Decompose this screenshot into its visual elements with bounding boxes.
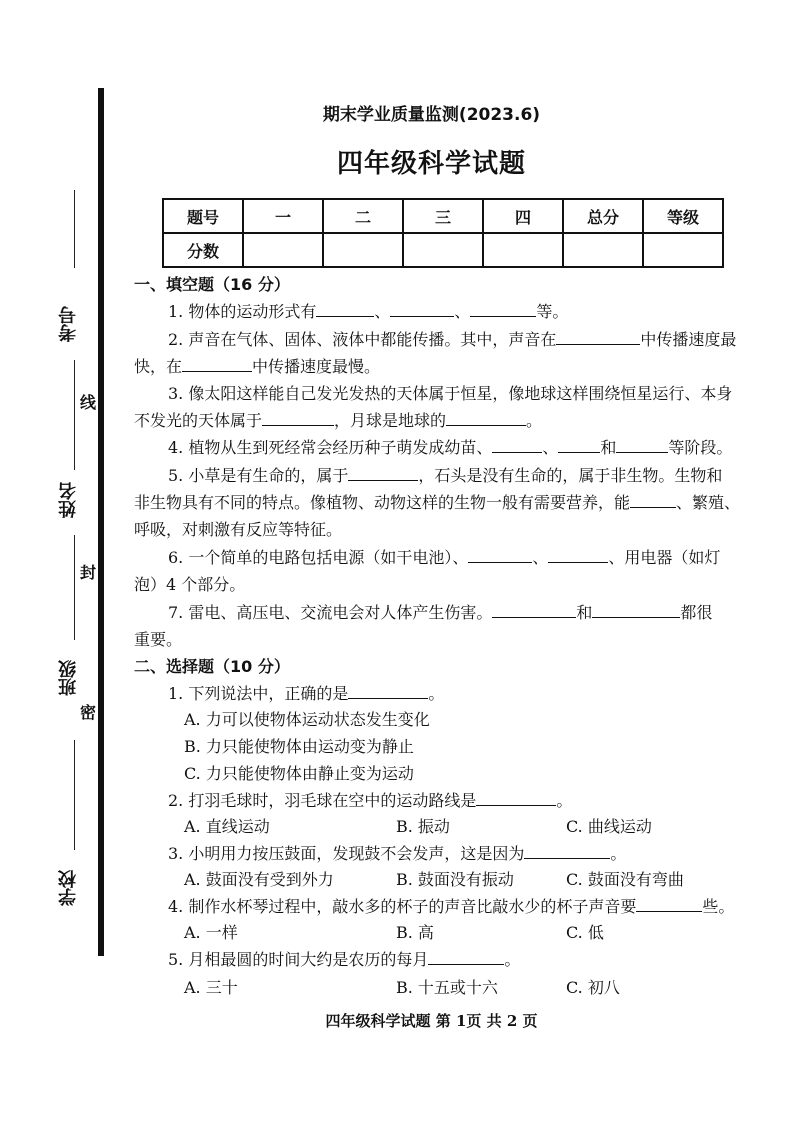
answer-blank[interactable] — [428, 950, 504, 965]
score-input-cell[interactable] — [323, 233, 403, 267]
table-cell: 总分 — [563, 199, 643, 233]
score-input-cell[interactable] — [643, 233, 723, 267]
answer-blank[interactable] — [182, 357, 252, 372]
answer-blank[interactable] — [390, 302, 454, 317]
exam-no-underline — [74, 190, 75, 268]
score-input-cell[interactable] — [243, 233, 323, 267]
seal-word: 封 — [80, 563, 97, 582]
answer-blank[interactable] — [616, 438, 668, 453]
choice-q3-option-a[interactable]: A. 鼓面没有受到外力 — [184, 870, 334, 889]
page-title: 四年级科学试题 — [336, 149, 526, 179]
fill-q6: 6. 一个简单的电路包括电源（如干电池）、 、 、用电器（如灯 — [168, 548, 721, 567]
score-table-header-row — [163, 199, 723, 233]
choice-q4-option-b[interactable]: B. 高 — [396, 923, 434, 942]
answer-blank[interactable] — [492, 438, 542, 453]
table-cell: 三 — [403, 199, 483, 233]
answer-blank[interactable] — [348, 466, 418, 481]
table-cell: 四 — [483, 199, 563, 233]
fill-q4: 4. 植物从生到死经常会经历种子萌发成幼苗、 、 和 等阶段。 — [168, 438, 733, 457]
class-underline — [74, 535, 75, 640]
answer-blank[interactable] — [548, 548, 608, 563]
class-label: 班级 — [58, 660, 79, 696]
choice-q1-option-b[interactable]: B. 力只能使物体由运动变为静止 — [184, 737, 414, 756]
answer-blank[interactable] — [636, 897, 702, 912]
choice-q2-option-c[interactable]: C. 曲线运动 — [566, 817, 652, 836]
line-word: 线 — [80, 393, 97, 412]
answer-blank[interactable] — [630, 493, 676, 508]
fill-q5-cont: 非生物具有不同的特点。像植物、动物这样的生物一般有需要营养，能 、繁殖、 — [134, 493, 741, 512]
answer-blank[interactable] — [316, 302, 374, 317]
exam-header: 期末学业质量监测(2023.6) — [322, 105, 541, 125]
page-footer: 四年级科学试题 第 1页 共 2 页 — [325, 1012, 538, 1030]
score-input-cell[interactable] — [403, 233, 483, 267]
secret-word: 密 — [80, 703, 97, 722]
school-underline — [74, 740, 75, 850]
choice-q1-option-c[interactable]: C. 力只能使物体由静止变为运动 — [184, 764, 414, 783]
choice-q5: 5. 月相最圆的时间大约是农历的每月 。 — [168, 950, 521, 969]
table-cell: 题号 — [163, 199, 243, 233]
answer-blank[interactable] — [262, 411, 334, 426]
choice-q3-option-b[interactable]: B. 鼓面没有振动 — [396, 870, 514, 889]
section1-heading: 一、填空题（16 分） — [134, 275, 290, 294]
answer-blank[interactable] — [592, 603, 680, 618]
choice-q5-option-b[interactable]: B. 十五或十六 — [396, 978, 498, 997]
fill-q5: 5. 小草是有生命的，属于 ，石头是没有生命的，属于非生物。生物和 — [168, 466, 723, 485]
fill-q2-cont: 快，在 中传播速度最慢。 — [134, 357, 381, 376]
choice-q2: 2. 打羽毛球时，羽毛球在空中的运动路线是 。 — [168, 791, 573, 810]
table-cell: 等级 — [643, 199, 723, 233]
choice-q4-option-a[interactable]: A. 一样 — [184, 923, 238, 942]
answer-blank[interactable] — [468, 548, 532, 563]
choice-q3: 3. 小明用力按压鼓面，发现鼓不会发声，这是因为 。 — [168, 844, 627, 863]
score-input-cell[interactable] — [563, 233, 643, 267]
answer-blank[interactable] — [476, 791, 556, 806]
answer-blank[interactable] — [556, 330, 640, 345]
table-cell: 一 — [243, 199, 323, 233]
choice-q4-option-c[interactable]: C. 低 — [566, 923, 604, 942]
score-table — [162, 198, 724, 268]
name-underline — [74, 360, 75, 470]
fill-q7-cont: 重要。 — [134, 630, 183, 649]
fill-q1: 1. 物体的运动形式有 、 、 等。 — [168, 302, 569, 321]
exam-no-label: 考号 — [58, 306, 79, 342]
name-label: 姓名 — [58, 482, 79, 518]
choice-q5-option-c[interactable]: C. 初八 — [566, 978, 620, 997]
binding-bar — [98, 88, 104, 956]
choice-q2-option-a[interactable]: A. 直线运动 — [184, 817, 270, 836]
choice-q1-option-a[interactable]: A. 力可以使物体运动状态发生变化 — [184, 710, 430, 729]
answer-blank[interactable] — [446, 411, 526, 426]
fill-q3: 3. 像太阳这样能自己发光发热的天体属于恒星，像地球这样围绕恒星运行、本身 — [168, 384, 733, 403]
table-cell: 二 — [323, 199, 403, 233]
school-label: 学校 — [58, 870, 79, 906]
score-table-score-row — [163, 233, 723, 267]
fill-q5-cont2: 呼吸，对刺激有反应等特征。 — [134, 520, 343, 539]
fill-q3-cont: 不发光的天体属于 ，月球是地球的 。 — [134, 411, 543, 430]
score-input-cell[interactable] — [483, 233, 563, 267]
fill-q7: 7. 雷电、高压电、交流电会对人体产生伤害。 和 都很 — [168, 603, 713, 622]
answer-blank[interactable] — [470, 302, 536, 317]
table-cell: 分数 — [163, 233, 243, 267]
choice-q3-option-c[interactable]: C. 鼓面没有弯曲 — [566, 870, 684, 889]
section2-heading: 二、选择题（10 分） — [134, 657, 290, 676]
fill-q2: 2. 声音在气体、固体、液体中都能传播。其中，声音在 中传播速度最 — [168, 330, 737, 349]
choice-q5-option-a[interactable]: A. 三十 — [184, 978, 238, 997]
choice-q1: 1. 下列说法中，正确的是 。 — [168, 684, 445, 703]
answer-blank[interactable] — [524, 844, 610, 859]
fill-q6-cont: 泡）4 个部分。 — [134, 575, 246, 594]
choice-q4: 4. 制作水杯琴过程中，敲水多的杯子的声音比敲水少的杯子声音要 些。 — [168, 897, 735, 916]
answer-blank[interactable] — [558, 438, 600, 453]
choice-q2-option-b[interactable]: B. 振动 — [396, 817, 450, 836]
answer-blank[interactable] — [348, 684, 428, 699]
answer-blank[interactable] — [492, 603, 576, 618]
